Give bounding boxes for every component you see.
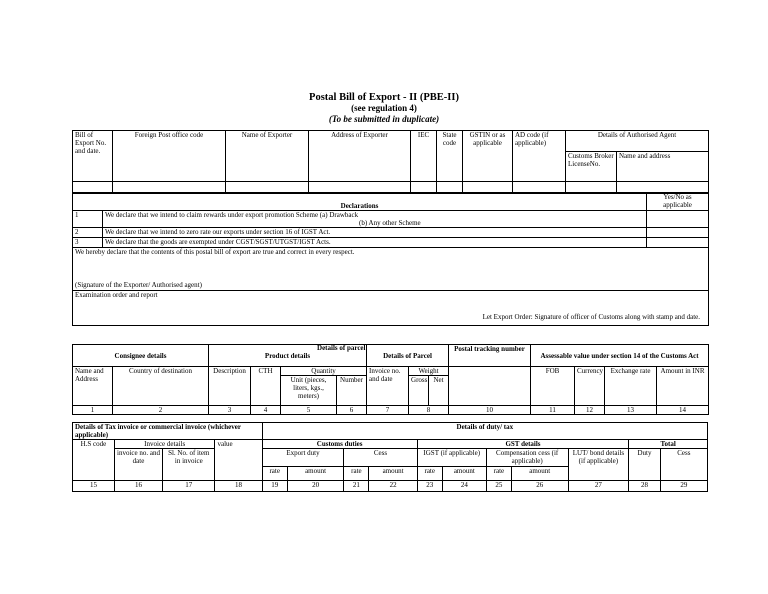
col-num-4: 4 (251, 406, 281, 415)
declaration-statement (73, 248, 709, 291)
assessable-value-header: Assessable value under section 14 of the Customs Act (531, 345, 709, 367)
col-num-14: 14 (657, 406, 709, 415)
quantity-header: Quantity (281, 367, 367, 376)
cth-header: CTH (251, 367, 281, 406)
signature-label: (Signature of the Exporter/ Authorised agent) (75, 281, 202, 289)
cess-amount: amount (369, 467, 417, 481)
form-note: (To be submitted in duplicate) (328, 114, 440, 124)
invoice-no-header: invoice no. and date (114, 449, 162, 481)
col-num-13: 13 (605, 406, 657, 415)
postal-tracking-header: Postal tracking number (449, 345, 531, 367)
fob-header: FOB (531, 367, 575, 406)
col-num-12: 12 (575, 406, 605, 415)
product-header: Product details (209, 345, 367, 367)
parcel-details-title: Details of parcel (317, 343, 366, 352)
col-num-27: 27 (568, 481, 629, 492)
currency-header: Currency (575, 367, 605, 406)
declaration-answer-1 (647, 211, 709, 228)
col-num-2: 2 (113, 406, 209, 415)
igst-rate: rate (417, 467, 442, 481)
igst-header: IGST (if applicable) (417, 449, 486, 467)
gstin-header: GSTIN or as applicable (463, 131, 513, 182)
invoice-details-header: Invoice details (114, 440, 215, 449)
amount-inr-header: Amount in INR (657, 367, 709, 406)
col-num-25: 25 (486, 481, 511, 492)
authorised-agent-header: Details of Authorised Agent (566, 131, 709, 152)
customs-duties-header: Customs duties (262, 440, 417, 449)
tracking-cell (449, 367, 531, 406)
col-num-7: 7 (367, 406, 409, 415)
true-correct-text: We hereby declare that the contents of this postal bill of export are true and correct in every respect. (75, 248, 355, 256)
exporter-name-header: Name of Exporter (226, 131, 309, 182)
export-duty-amount: amount (287, 467, 344, 481)
cess-header: Cess (344, 449, 417, 467)
col-num-15: 15 (73, 481, 115, 492)
declaration-answer-3 (647, 238, 709, 248)
comp-cess-amount: amount (511, 467, 568, 481)
invoice-header: Invoice no. and date (367, 367, 409, 406)
sl-no-header: Sl. No. of item in invoice (163, 449, 215, 481)
duty-tax-table (72, 422, 708, 492)
parcel-header: Details of parcel Details of Parcel (367, 345, 449, 367)
lut-header: LUT/ bond details (if applicable) (568, 449, 629, 481)
declarations-title: Declarations (73, 193, 647, 211)
col-num-26: 26 (511, 481, 568, 492)
net-header: Net (429, 376, 449, 406)
unit-header: Unit (pieces, liters, kgs., meters) (281, 376, 337, 406)
col-num-18: 18 (215, 481, 262, 492)
col-num-23: 23 (417, 481, 442, 492)
declarations-table (72, 192, 709, 326)
total-header: Total (629, 440, 708, 449)
comp-cess-header: Compensation cess (if applicable) (486, 449, 568, 467)
col-num-20: 20 (287, 481, 344, 492)
tax-invoice-header: Details of Tax invoice or commercial invoice (whichever applicable) (73, 423, 263, 440)
col-num-21: 21 (344, 481, 369, 492)
col-num-16: 16 (114, 481, 162, 492)
col-num-1: 1 (73, 406, 113, 415)
col-num-5: 5 (281, 406, 337, 415)
iec-header: IEC (411, 131, 437, 182)
country-header: Country of destination (113, 367, 209, 406)
hs-code-header: H.S code (73, 440, 115, 481)
gst-details-header: GST details (417, 440, 629, 449)
form-title: Postal Bill of Export - II (PBE-II) (309, 92, 459, 103)
declaration-num-3: 3 (73, 238, 103, 248)
consignee-header: Consignee details (73, 345, 209, 367)
declaration-text-1: We declare that we intend to claim rewards under export promotion Scheme (a) Drawback (b) Any other Scheme (103, 211, 647, 228)
gross-header: Gross (409, 376, 429, 406)
col-num-28: 28 (629, 481, 660, 492)
exchange-header: Exchange rate (605, 367, 657, 406)
col-num-22: 22 (369, 481, 417, 492)
col-num-8: 8 (409, 406, 449, 415)
declaration-text-3: We declare that the goods are exempted under CGST/SGST/UTGST/IGST Acts. (103, 238, 647, 248)
col-num-11: 11 (531, 406, 575, 415)
export-duty-rate: rate (262, 467, 287, 481)
cess-rate: rate (344, 467, 369, 481)
number-header: Number (337, 376, 367, 406)
col-num-29: 29 (660, 481, 707, 492)
foreign-post-office-header: Foreign Post office code (113, 131, 226, 182)
igst-amount: amount (442, 467, 486, 481)
let-export-order: Let Export Order: Signature of officer of Customs along with stamp and date. (482, 313, 700, 321)
examination-label: Examination order and report (75, 291, 158, 299)
name-address-header: Name and Address (73, 367, 113, 406)
duty-tax-header: Details of duty/ tax (262, 423, 707, 440)
examination-report (73, 291, 709, 326)
col-num-17: 17 (163, 481, 215, 492)
col-num-19: 19 (262, 481, 287, 492)
comp-cess-rate: rate (486, 467, 511, 481)
exporter-address-header: Address of Exporter (309, 131, 411, 182)
declaration-num-2: 2 (73, 228, 103, 238)
total-cess-header: Cess (660, 449, 707, 481)
declaration-num-1: 1 (73, 211, 103, 228)
col-num-24: 24 (442, 481, 486, 492)
state-code-header: State code (437, 131, 463, 182)
bill-of-export-header: Bill of Export No. and date. (73, 131, 113, 182)
description-header: Description (209, 367, 251, 406)
col-num-6: 6 (337, 406, 367, 415)
bill-of-export-table (72, 130, 709, 194)
form-subtitle: (see regulation 4) (351, 103, 417, 113)
value-header: value (215, 440, 262, 481)
customs-broker-header: Customs Broker LicenseNo. (566, 152, 617, 182)
declaration-answer-2 (647, 228, 709, 238)
agent-name-header: Name and address (617, 152, 709, 182)
export-duty-header: Export duty (262, 449, 344, 467)
weight-header: Weight (409, 367, 449, 376)
total-duty-header: Duty (629, 449, 660, 481)
declaration-text-2: We declare that we intend to zero rate our exports under section 16 of IGST Act. (103, 228, 647, 238)
col-num-3: 3 (209, 406, 251, 415)
parcel-details-table (72, 344, 709, 415)
col-num-10: 10 (449, 406, 531, 415)
ad-code-header: AD code (if applicable) (513, 131, 566, 182)
yes-no-header: Yes/No as applicable (647, 193, 709, 211)
